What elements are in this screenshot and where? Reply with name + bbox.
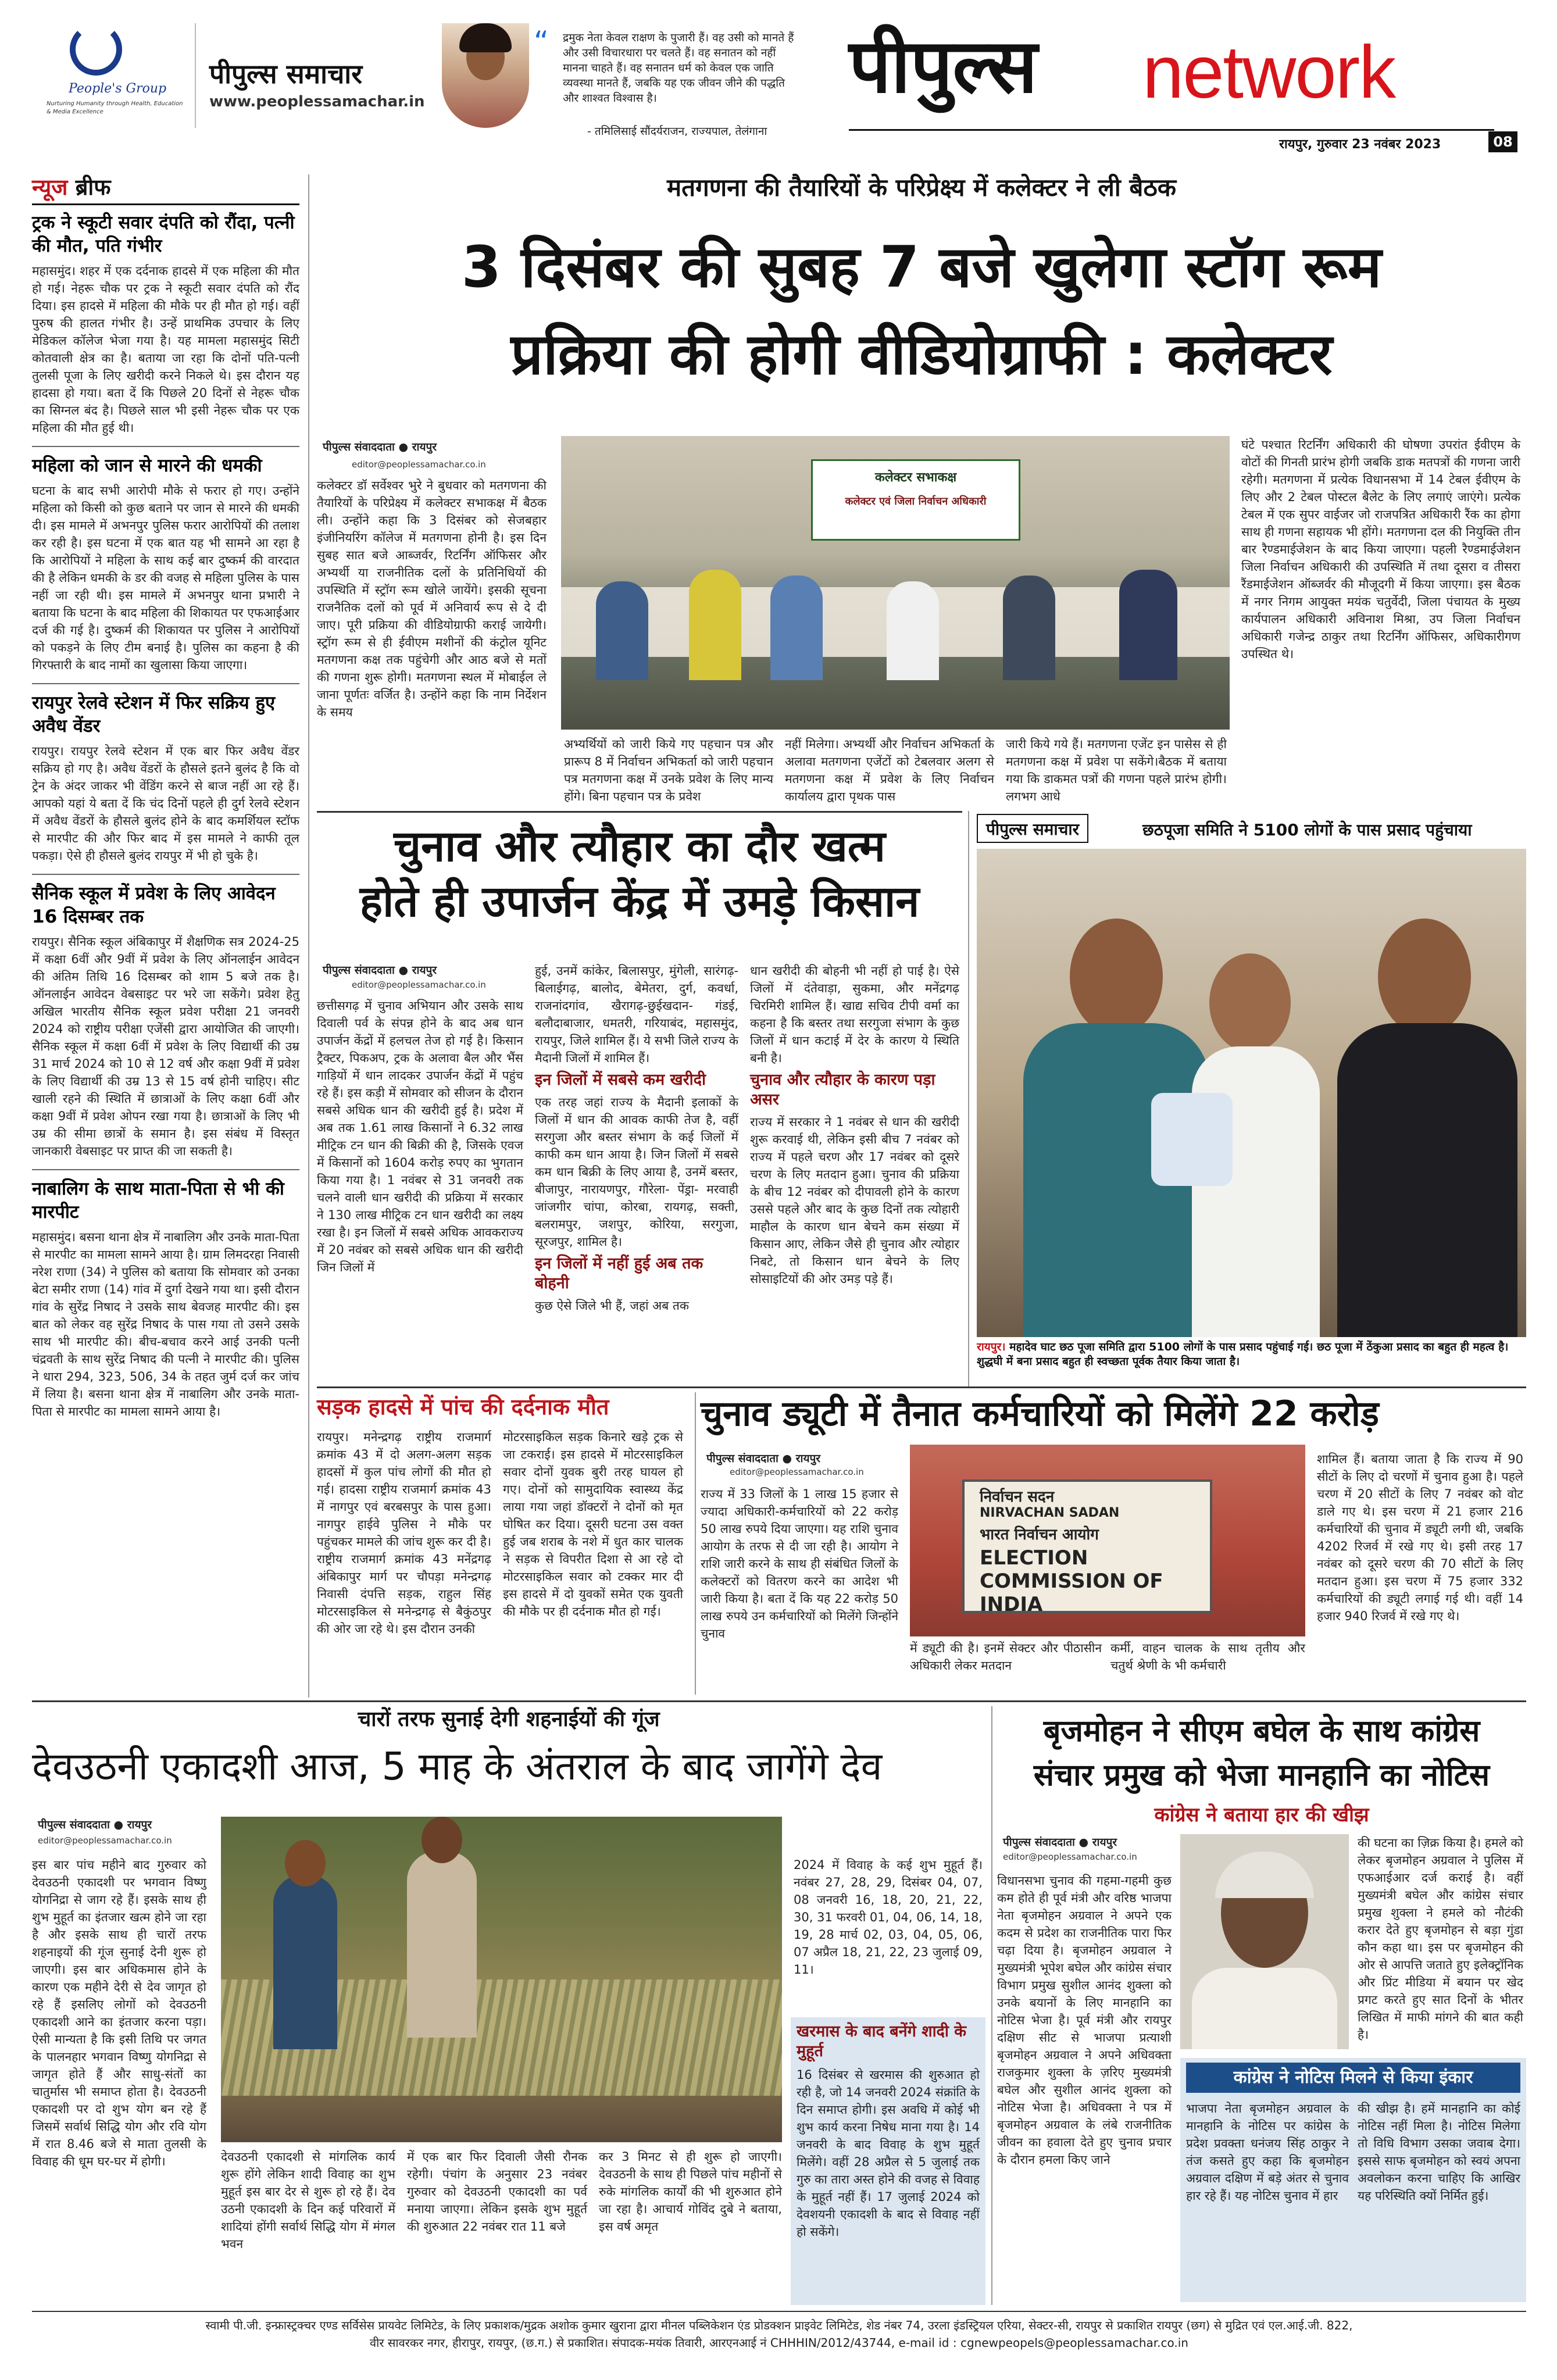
lead-col-3: नहीं मिलेगा। अभ्यर्थी और निर्वाचन अभिकर्ता के अलावा मतगणना एजेंटों को टेबलवार अलग से मतगणना कक्ष में प्रवेश के लिए निर्वाचन कार्यालय द्वारा पृथक पास [785,737,994,803]
brief-body: महासमुंद। शहर में एक दर्दनाक हादसे में एक महिला की मौत हो गई। नेहरू चौक पर ट्रक ने स्कूटी सवार दंपति को रौंद दिया। इस हादसे में महिला की मौके पर ही मौत हो गई। वहीं पुरुष की हालत गंभीर है। उन्हें प्राथमिक उपचार के लिए मेडिकल कॉलेज भेजा गया है। यह मामला महासमुंद सिटी कोतवाली क्षेत्र का है। बताया जा रहा कि दोनों पति-पत्नी तुलसी पूजा के लिए खरीदी करने निकले थे। इस दौरान यह हादसा हो गया। बता दें कि पिछले 20 दिनों से नेहरू चौक का सिग्नल बंद है। पिछले साल भी इसी नेहरू चौक पर एक महिला की मौत हुई थी। [32,264,299,435]
brief-item [32,882,299,1160]
notice-box-col-2: की खीझ है। हमें मानहानि का कोई नोटिस नहीं मिला है। नोटिस मिलेगा तो विधि विभाग उसका जवाब देगा। इससे साफ बृजमोहन को स्वयं अपना अवलोकन करना चाहिए कि आखिर यह परिस्थिति क्यों निर्मित हुई। [1358,2102,1520,2203]
brief-body: घटना के बाद सभी आरोपी मौके से फरार हो गए। उन्होंने महिला को किसी को कुछ बताने पर जान से मारने की धमकी दी। इस मामले में अभनपुर पुलिस फरार आरोपियों की तलाश कर रही है। इस घटना में एक बात यह भी सामने आ रहा है कि आरोपियों ने महिला के साथ कई बार दुष्कर्म की वारदात की है लेकिन धमकी के डर की वजह से महिला पुलिस के पास नहीं जा रही थी। इस मामले में अभनपुर थाना प्रभारी ने बताया कि घटना के बाद महिला की शिकायत पर एफआईआर दर्ज की गई है। दुष्कर्म की शिकायत पर पुलिस ने आरोपियों को पकड़ने के लिए टीम बनाई है। पुलिस का कहना है की गिरफ्तारी के बाद नामों का खुलासा किया जाएगा। [32,484,299,672]
masthead [0,0,1557,157]
brand-left: पीपुल्स [849,23,1038,110]
farmers-col-2 [535,962,738,1314]
page-number: 08 [1488,131,1517,152]
notice-byline: पीपुल्स संवाददाता ● रायपुर [1003,1836,1117,1849]
notice-subhead: कांग्रेस ने बताया हार की खीझ [1154,1803,1369,1827]
chhath-photo [977,849,1526,1337]
chhath-caption-label: रायपुर। [977,1341,1006,1353]
notice-headline-2: संचार प्रमुख को भेजा मानहानि का नोटिस [1033,1758,1490,1793]
chhath-story [977,814,1526,1384]
farmers-sub-2: इन जिलों में नहीं हुई अब तक बोहनी [535,1255,703,1292]
brief-title: सैनिक स्कूल में प्रवेश के लिए आवेदन 16 दिसम्बर तक [32,883,276,927]
website: www.peoplessamachar.in [209,93,425,110]
ekadashi-kicker: चारों तरफ सुनाई देगी शहनाईयों की गूंज [358,1707,660,1731]
brief-title: महिला को जान से मारने की धमकी [32,455,262,476]
brief-item [32,1177,299,1420]
lead-story [317,171,1526,817]
duty-headline: चुनाव ड्यूटी में तैनात कर्मचारियों को मिलेंगे 22 करोड़ [701,1393,1379,1434]
brief-title: रायपुर रेलवे स्टेशन में फिर सक्रिय हुए अवैध वेंडर [32,692,276,737]
ekadashi-box-title: खरमास के बाद बनेंगे शादी के मुहूर्त [797,2022,967,2060]
eci-sign-2: NIRVACHAN SADAN [980,1506,1120,1520]
duty-under-1: में ड्यूटी की है। इनमें सेक्टर और पीठासीन अधिकारी लेकर मतदान [910,1641,1102,1673]
lead-headline-1: 3 दिसंबर की सुबह 7 बजे खुलेगा स्टॉग रूम [461,234,1382,301]
chhath-caption-text: महादेव घाट छठ पूजा समिति द्वारा 5100 लोगों के पास प्रसाद पहुंचाई गई। छठ पूजा में ठेंकुआ प्रसाद का बहुत ही महत्व है। शुद्धघी में बना प्रसाद बहुत ही स्वच्छता पूर्वक तैयार किया जाता है। [977,1341,1509,1368]
governor-photo [442,23,529,128]
notice-box-col-1: भाजपा नेता बृजमोहन अग्रवाल के मानहानि के नोटिस पर कांग्रेस के प्रदेश प्रवक्ता धनंजय सिंह ठाकुर ने तंज कसते हुए कहा कि बृजमोहन अग्रवाल दक्षिण में बड़े अंतर से चुनाव हार रहे हैं। यह नोटिस चुनाव में हार [1186,2102,1349,2203]
lead-col-1: कलेक्टर डॉ सर्वेश्वर भुरे ने बुधवार को मतगणना की तैयारियों के परिप्रेक्ष्य में कलेक्टर सभाकक्ष में बैठक ली। उन्होंने कहा कि 3 दिसंबर को सेजबहार इंजीनियरिंग कॉलेज में मतगणना होनी है। इस दिन सुबह सात बजे आब्जर्वर, रिटर्निंग ऑफिसर और अभ्यर्थी या राजनीतिक दलों के प्रतिनिधियों की उपस्थिति में स्ट्रॉग रूम खोले जायेंगे। इसकी सूचना राजनैतिक दलों को पूर्व में अनिवार्य रूप से दे दी जाए। पूरी प्रक्रिया की वीडियोग्राफी कराई जायेगी। स्ट्रॉग रूम से ही ईवीएम मशीनों की कंट्रोल यूनिट मतगणना कक्ष तक पहुंचेगी और आठ बजे से मतों की गणना शुरू होगी। मतगणना स्थल में मोबाईल ले जाना पूर्णतः वर्जित है। उन्होंने कहा कि नाम निर्देशन के समय [317,478,547,719]
chhath-headline: छठपूजा समिति ने 5100 लोगों के पास प्रसाद पहुंचाया [1142,820,1472,839]
ekadashi-box [791,2017,985,2305]
farmers-col-2c: कुछ ऐसे जिले भी हैं, जहां अब तक [535,1299,689,1313]
farmers-col-3 [750,962,959,1288]
lead-kicker: मतगणना की तैयारियों के परिप्रेक्ष्य में कलेक्टर ने ली बैठक [667,173,1176,202]
brief-item [32,211,299,437]
duty-story [701,1392,1526,1695]
duty-under-2: कर्मी, वाहन चालक के साथ तृतीय और चतुर्थ श्रेणी के भी कर्मचारी [1110,1641,1305,1673]
brand-right: network [1142,31,1395,114]
farmers-headline-1: चुनाव और त्यौहार का दौर खत्म [394,821,885,871]
paper-name-logo: पीपुल्स समाचार [209,58,363,90]
ekadashi-email: editor@peoplessamachar.co.in [38,1835,172,1846]
notice-story [997,1706,1526,2311]
notice-headline-1: बृजमोहन ने सीएम बघेल के साथ कांग्रेस [1043,1714,1480,1749]
duty-byline: पीपुल्स संवाददाता ● रायपुर [706,1452,821,1465]
brief-body: रायपुर। रायपुर रेलवे स्टेशन में एक बार फिर अवैध वेंडर सक्रिय हो गए है। अवैध वेंडरों के हौसले इतने बुलंद है कि वो ट्रेन के अंदर जाकर भी वेंडिंग करने से बाज नहीं आ रहे हैं। आपको यहां ये बता दें कि चंद दिनों पहले ही दुर्ग रेलवे स्टेशन में अवैध वेंडरों के हौसले बुलंद होने के बाद कमर्शियल स्टॉफ से मारपीट की और फिर बाद में इस मामले ने काफी तूल पकड़ा। ऐसे ही हौसले बुलंद रायपुर में भी हो चुके है। [32,744,299,863]
duty-col-1: राज्य में 33 जिलों के 1 लाख 15 हजार से ज्यादा अधिकारी-कर्मचारियों को 22 करोड़ 50 लाख रुपये दिया जाएगा। यह राशि चुनाव आयोग के तरफ से दी जा रही है। आयोग ने राशि जारी करने के साथ ही संबंधित जिलों के कलेक्टरों को वितरण करने का आदेश भी जारी किया है। बता दें कि यह 22 करोड़ 50 लाख रुपये उन कर्मचारियों को मिलेंगे जिन्होंने चुनाव [701,1487,898,1641]
lead-col-2: अभ्यर्थियों को जारी किये गए पहचान पत्र और प्रारूप 8 में निर्वाचन अभिकर्ता को जारी पहचान पत्र मतगणना कक्ष में उनके प्रवेश के लिए मान्य होंगे। बिना पहचान पत्र के प्रवेश [564,737,773,803]
eci-sign-1: निर्वाचन सदन [980,1488,1055,1506]
brief-title: नाबालिग के साथ माता-पिता से भी की मारपीट [32,1178,284,1223]
farmers-col-3b: राज्य में सरकार ने 1 नवंबर से धान की खरीदी शुरू करवाई थी, लेकिन इसी बीच 7 नवंबर को राज्य में पहले चरण और 17 नवंबर को दूसरे चरण के लिए मतदान हुआ। चुनाव की प्रक्रिया के बीच 12 नवंबर को दीपावली होने के कारण उससे पहले और बाद के कुछ दिनों तक त्योहारी माहौल के कारण धान बेचने कम संख्या में किसान आए, लेकिन जैसे ही चुनाव और त्योहार निबटे, तो किसान धान बेचने के लिए सोसाइटियों की ओर उमड़ पड़े हैं। [750,1115,959,1286]
farmers-col-2a: हुई, उनमें कांकेर, बिलासपुर, मुंगेली, सारंगढ़-बिलाईगढ़, बालोद, बेमेतरा, दुर्ग, कवर्धा, राजनांदगांव, खैरागढ़-छुईखदान- गंडई, बलौदाबाजार, धमतरी, गरियाबंद, महासमुंद, रायपुर, जिले शामिल हैं। ये सभी जिले राज्य के मैदानी जिलों में शामिल हैं। [535,964,738,1065]
notice-email: editor@peoplessamachar.co.in [1003,1852,1137,1862]
eci-sign-4: ELECTION COMMISSION OF INDIA [980,1546,1163,1616]
brief-body: रायपुर। सैनिक स्कूल अंबिकापुर में शैक्षणिक सत्र 2024-25 में कक्षा 6वीं और 9वीं में प्रवेश के लिए ऑनलाईन आवेदन की अंतिम तिथि 16 दिसम्बर को शाम 5 बजे तक है। ऑनलाईन आवेदन वेबसाइट पर भरे जा सकेंगे। प्रवेश हेतु अखिल भारतीय सैनिक स्कूल प्रवेश परीक्षा 21 जनवरी 2024 को राष्ट्रीय परीक्षा एजेंसी द्वारा आयोजित की जाएगी। सैनिक स्कूल में कक्षा 6वीं में प्रवेश के लिए विद्यार्थी की उम्र 31 मार्च 2024 को 10 से 12 वर्ष और कक्षा 9वीं में प्रवेश के लिए विद्यार्थी की उम्र 13 से 15 वर्ष होनी चाहिए। सीट खाली रहने की स्थिति में छात्राओं के लिए कक्षा 6वीं और कक्षा 9वीं में प्रवेश ओपन रखा गया है। छात्राओं के लिए भी उम्र की सीमा छात्रों के समान है। इस संबंध में विस्तृत जानकारी वेबसाइट पर प्राप्त की जा सकती है। [32,935,299,1158]
photo-banner-1: कलेक्टर सभाकक्ष [874,470,957,485]
masthead-quote: द्रमुक नेता केवल राक्षण के पुजारी हैं। वह उसी को मानते हैं और उसी विचारधारा पर चलते हैं। वह सनातन को नहीं मानना चाहते हैं। वह सनातन धर्म को केवल एक जाति व्यवस्था मानते हैं, जबकि यह एक जीवन जीने की पद्धति और शाश्वत विश्वास है। [563,31,794,105]
ekadashi-col-3a: 2024 में विवाह के कई शुभ मुहूर्त हैं। नवंबर 27, 28, 29, दिसंबर 04, 07, 08 जनवरी 16, 18, 20, 21, 22, 30, 31 फरवरी 01, 04, 06, 14, 18, 19, 28 मार्च 02, 03, 04, 05, 06, 07 अप्रैल 18, 21, 22, 23 जुलाई 09, 11। [794,1858,983,1977]
lead-email: editor@peoplessamachar.co.in [352,459,486,470]
farmers-col-2b: एक तरह जहां राज्य के मैदानी इलाकों के जिलों में धान की आवक काफी तेज है, वहीं सरगुजा और बस्तर संभाग के कई जिलों में काफी कम धान आया है। जिन जिलों में सबसे कम धान बिक्री के लिए आया है, उनमें बस्तर, बीजापुर, नारायणपुर, गौरेला- पेंड्रा- मरवाही जांजगीर चांपा, कोरबा, रायगढ़, सक्ती, बलरामपुर, जशपुर, कोरिया, सरगुजा, सूरजपुर, शामिल है। [535,1095,738,1249]
farmers-sub-1: इन जिलों में सबसे कम खरीदी [535,1071,706,1089]
chhath-paper-tag: पीपुल्स समाचार [977,814,1088,843]
accident-col-1: रायपुर। मनेन्द्रगढ़ राष्ट्रीय राजमार्ग क्रमांक 43 में दो अलग-अलग सड़क हादसों में कुल पांच लोगों की मौत हो गई। हादसा राष्ट्रीय राजमार्ग क्रमांक 43 में नागपुर एवं बरबसपुर के पास हुआ। नागपुर हाईवे पुलिस ने मौके पर पहुंचकर मामले की जांच शुरू कर दी है। राष्ट्रीय राजमार्ग क्रमांक 43 मनेंद्रगढ़ अंबिकापुर मार्ग पर चौपड़ा मनेन्द्रगढ़ निवासी दंपत्ति सड़क, राहुल सिंह मोटरसाइकिल से मनेन्द्रगढ़ से बैकुंठपुर की ओर जा रहे थे। इस दौरान उनकी [317,1430,491,1636]
meeting-photo [561,436,1230,730]
imprint-line-2: वीर सावरकर नगर, हीरापुर, रायपुर, (छ.ग.) से प्रकाशित। संपादक-मयंक तिवारी, आरएनआई नं CHHHIN/2012/43744, e-mail id : cgnewpeopels@peoplessamachar.co.in [370,2336,1188,2350]
dateline: रायपुर, गुरुवार 23 नवंबर 2023 [1279,137,1441,152]
group-tagline: Nurturing Humanity through Health, Education & Media Excellence [47,101,183,115]
notice-box [1180,2058,1526,2302]
accident-headline: सड़क हादसे में पांच की दर्दनाक मौत [317,1394,609,1420]
group-name: People's Group [69,81,167,96]
brief-body: महासमुंद। बसना थाना क्षेत्र में नाबालिग और उनके माता-पिता से मारपीट का मामला सामने आया है। ग्राम लिमदरहा निवासी नरेश राणा (34) ने पुलिस को बताया कि सोमवार को उनका बेटा समीर राणा (14) गांव में दुर्गा देखने गया था। इसी दौरान गांव के सुरेंद्र निषाद ने उसके साथ बेवजह मारपीट की। इस बात को लेकर वह सुरेंद्र निषाद के पास गया तो उसने उसके साथ भी मारपीट की। बीच-बचाव करने आई उनकी पत्नी चंद्रवती के साथ सुरेंद्र निषाद की पत्नी ने मारपीट की। पुलिस ने धारा 294, 323, 506, 34 के तहत जुर्म दर्ज कर जांच में लिया है। बसना थाना क्षेत्र में नाबालिग और उनके माता-पिता से मारपीट का मामला सामने आया है। [32,1230,299,1418]
ekadashi-under-1: देवउठनी एकादशी से मांगलिक कार्य शुरू होंगे लेकिन शादी विवाह का शुभ मुहूर्त इस बार देर से शुरू हो रहे हैं। देव उठनी एकादशी के दिन कई परिवारों में शादियां होंगी सर्वार्थ सिद्धि योग में मंगल भवन [221,2150,395,2251]
news-brief-label-a: न्यूज [32,174,68,200]
lead-col-4: जारी किये गये हैं। मतगणना एजेंट इन पासेस से ही मतगणना कक्ष में प्रवेश पा सकेंगे।बैठक में बताया गया कि डाकमत पत्रों की गणना पहले प्रारंभ होगी। लगभग आधे [1006,737,1227,803]
imprint-footer [32,2317,1526,2352]
farmers-sub-3: चुनाव और त्यौहार के कारण पड़ा असर [750,1071,935,1109]
brief-item [32,691,299,864]
eci-photo [910,1445,1305,1636]
brijmohan-photo [1180,1834,1349,2049]
lead-byline: पीपुल्स संवाददाता ● रायपुर [323,441,437,453]
duty-col-3: शामिल हैं। बताया जाता है कि राज्य में 90 सीटों के लिए दो चरणों में चुनाव हुआ है। पहले चरण में 20 सीटों के लिए 7 नवंबर को वोट डाले गए थे। इस चरण में 21 हजार 216 कर्मचारियों की चुनाव में ड्यूटी लगी थी, जबकि 4202 रिजर्व में रखे गए थे। इसी तरह 17 नवंबर को दूसरे चरण की 70 सीटों के लिए मतदान हुआ। इस चरण में 75 हजार 332 कर्मचारियों की ड्यूटी लगाई गई थी। वहीं 14 हजार 940 रिजर्व में रखे गए थे। [1317,1452,1523,1623]
farmers-col-3a: धान खरीदी की बोहनी भी नहीं हो पाई है। ऐसे जिलों में दंतेवाड़ा, सुकमा, और मनेंद्रगढ़ चिरमिरी शामिल हैं। खाद्य सचिव टीपी वर्मा का कहना है कि बस्तर तथा सरगुजा संभाग के कुछ जिलों में धान कटाई में देर के कारण ये स्थिति बनी है। [750,964,959,1065]
farmers-email: editor@peoplessamachar.co.in [352,980,486,990]
notice-col-1: विधानसभा चुनाव की गहमा-गहमी कुछ कम होते ही पूर्व मंत्री और वरिष्ठ भाजपा नेता बृजमोहन अग्रवाल ने अपने एक कदम से प्रदेश का राजनीतिक पारा फिर चढ़ा दिया है। बृजमोहन अग्रवाल ने मुख्यमंत्री भूपेश बघेल और कांग्रेस संचार विभाग प्रमुख सुशील आनंद शुक्ला को उनके बयानों के लिए मानहानि का नोटिस भेजा है। पूर्व मंत्री और रायपुर दक्षिण सीट से भाजपा प्रत्याशी बृजमोहन अग्रवाल ने अपने अधिवक्ता राजकुमार शुक्ला के ज़रिए मुख्यमंत्री बघेल और सुशील आनंद शुक्ला को नोटिस भेजा है। अधिवक्ता ने पत्र में बृजमोहन अग्रवाल के लंबे राजनीतिक जीवन का हवाला देते हुए चुनाव प्रचार के दौरान हमला किए जाने [997,1874,1172,2167]
peoples-group-logo [70,23,122,76]
accident-col-2: मोटरसाइकिल सड़क किनारे खड़े ट्रक से जा टकराई। इस हादसे में मोटरसाइकिल सवार दोनों युवक बुरी तरह घायल हो गए। दोनों को सामुदायिक स्वास्थ्य केंद्र लाया गया जहां डॉक्टरों ने दोनों को मृत घोषित कर दिया। दूसरी घटना उस वक्त हुई जब शराब के नशे में धुत कार चालक ने सड़क से विपरीत दिशा से आ रहे दो मोटरसाइकिल सवार को टक्कर मार दी इस हादसे में दो युवकों समेत एक युवती की मौके पर ही दर्दनाक मौत हो गई। [503,1430,683,1618]
ekadashi-headline: देवउठनी एकादशी आज, 5 माह के अंतराल के बाद जागेंगे देव [32,1744,883,1789]
ekadashi-under-2: में एक बार फिर दिवाली जैसी रौनक रहेगी। पंचांग के अनुसार 23 नवंबर गुरुवार को देवउठनी एकादशी का पर्व मनाया जाएगा। लेकिन इसके शुभ मुहूर्त की शुरुआत 22 नवंबर रात 11 बजे [407,2150,587,2234]
brief-title: ट्रक ने स्कूटी सवार दंपति को रौंदा, पत्नी की मौत, पति गंभीर [32,212,295,256]
lead-headline-2: प्रक्रिया की होगी वीडियोग्राफी : कलेक्टर [510,321,1333,388]
ekadashi-box-body: 16 दिसंबर से खरमास की शुरुआत हो रही है, जो 14 जनवरी 2024 संक्रांति के दिन समाप्त होगी। इस अवधि में कोई भी शुभ कार्य करना निषेध माना गया है। 14 जनवरी के बाद विवाह के शुभ मुहूर्त मिलेंगे। वहीं 28 अप्रैल से 5 जुलाई तक गुरु का तारा अस्त होने की वजह से विवाह के मुहूर्त नहीं हैं। 17 जुलाई 2024 को देवशयनी एकादशी के बाद से विवाह नहीं हो सकेंगे। [797,2068,980,2239]
accident-story [317,1392,689,1695]
ekadashi-under-3: कर 3 मिनट से ही शुरू हो जाएगी। देवउठनी के साथ ही पिछले पांच महीनों से रुके मांगलिक कार्यों की भी शुरुआत होने जा रहा है। आचार्य गोविंद दुबे ने बताया, इस वर्ष अमृत [599,2150,782,2234]
duty-email: editor@peoplessamachar.co.in [730,1467,864,1477]
news-brief-label [32,174,299,200]
notice-box-title: कांग्रेस ने नोटिस मिलने से किया इंकार [1186,2063,1520,2093]
farmers-byline: पीपुल्स संवाददाता ● रायपुर [323,964,437,977]
ekadashi-col-1: इस बार पांच महीने बाद गुरुवार को देवउठनी एकादशी पर भगवान विष्णु योगनिद्रा से जाग रहे हैं। इसके साथ ही शुभ मुहूर्त का इंतजार खत्म होने जा रहा है और इसके साथ ही चारों तरफ शहनाइयों की गूंज सुनाई देनी शुरू हो जाएगी। इस बार अधिकमास होने के कारण एक महीने देरी से देव जागृत हो रहे हैं इसलिए लोगों को देवउठनी एकादशी आने का इंतजार करना पड़ा। ऐसी मान्यता है कि इसी तिथि पर जगत के पालनहार भगवान विष्णु योगनिद्रा से जागृत होते हैं और साधु-संतों का चातुर्मास भी समाप्त होता है। देवउठनी एकादशी पर दो शुभ योग बन रहे हैं जिसमें सर्वार्थ सिद्धि योग और रवि योग में रात 8.46 बजे से माता तुलसी के विवाह की धूम घर-घर में होगी। [32,1858,206,2168]
quote-mark-icon: “ [534,25,549,59]
farmers-story [317,817,962,1386]
eci-sign-3: भारत निर्वाचन आयोग [980,1526,1099,1543]
farmers-headline-2: होते ही उपार्जन केंद्र में उमड़े किसान [359,877,920,927]
ekadashi-byline: पीपुल्स संवाददाता ● रायपुर [38,1818,152,1831]
lead-col-5: घंटे पश्चात रिटर्निंग अधिकारी की घोषणा उपरांत ईवीएम के वोटों की गिनती प्रारंभ होगी जबकि डाक मतपत्रों की गणना जारी रहेगी। मतगणना में प्रत्येक विधानसभा में 14 टेबल ईवीएम के लिए और 2 टेबल पोस्टल बैलेट के लिए लगाएं जाएंगे। प्रत्येक टेबल में एक सुपर वाईजर जो राजपत्रित अधिकारी रैंक का होगा साथ ही गणना सहायक भी होंगे। मतगणना दल की नियुक्ति तीन बार रैण्डमाईजेशन के बाद किया जाएगा। पहली रैण्डमाईजेशन जिला निर्वाचन अधिकारी की उपस्थिति में तथा दूसरा व तीसरा रैंडमाईजेशन ऑब्जर्वर की मौजूदगी में किया जाएगा। इस बैठक में नगर निगम आयुक्त मयंक चतुर्वेदी, जिला पंचायत के मुख्य कार्यपालन अधिकारी अविनाश मिश्रा, उप जिला निर्वाचन अधिकारी गजेन्द्र ठाकुर तथा रिटर्निंग ऑफिसर, अधिकारीगण उपस्थित थे। [1241,438,1520,661]
quote-attribution: - तमिलिसाई सौंदर्यराजन, राज्यपाल, तेलंगाना [587,125,767,138]
farmers-col-1: छत्तीसगढ़ में चुनाव अभियान और उसके साथ दिवाली पर्व के संपन्न होने के बाद अब धान उपार्जन केंद्रों में हलचल तेज हो गई है। किसान ट्रैक्टर, पिकअप, ट्रक के अलावा बैल और भैंस गाड़ियों में धान लादकर उपार्जन केंद्रों में पहुंच रहे हैं। इस कड़ी में सोमवार को सीजन के दौरान सबसे अधिक धान की खरीदी हुई है। प्रदेश में अब तक 1.61 लाख किसानों ने 6.32 लाख मीट्रिक टन धान की बिक्री की है, जिसके एवज में किसानों को 1604 करोड़ रुपए का भुगतान किया गया है। 1 नवंबर से 31 जनवरी तक चलने वाली धान खरीदी की प्रक्रिया में सरकार ने 130 लाख मीट्रिक टन धान खरीदी का लक्ष्य रखा है। इन जिलों में सबसे अधिक आवकराज्य में 20 नवंबर को सबसे अधिक धान की खरीदी जिन जिलों में [317,999,523,1274]
ekadashi-story [32,1706,985,2311]
brief-item [32,454,299,674]
sugarcane-market-photo [221,1817,782,2142]
chhath-caption [977,1340,1526,1369]
photo-banner-2: कलेक्टर एवं जिला निर्वाचन अधिकारी [845,495,987,508]
notice-col-2: की घटना का ज़िक्र किया है। हमले को लेकर बृजमोहन अग्रवाल ने पुलिस में एफआईआर दर्ज कराई है। वहीं मुख्यमंत्री बघेल और कांग्रेस संचार प्रमुख शुक्ला ने हमले को नौटंकी करार देते हुए बृजमोहन से बड़ा गुंडा कौन कहा था। इस पर बृजमोहन की ओर से आपत्ति जताते हुए इलेक्ट्रॉनिक और प्रिंट मीडिया में बयान पर खेद प्रगट करते हुए सात दिनों के भीतर लिखित में माफी मांगने की बात कही है। [1358,1836,1523,2042]
imprint-line-1: स्वामी पी.जी. इन्फ्रास्ट्रक्चर एण्ड सर्विसेस प्रायवेट लिमिटेड, के लिए प्रकाशक/मुद्रक अशोक कुमार खुराना द्वारा मीनल पब्लिकेशन एंड प्रोडक्शन प्राइवेट लिमिटेड, शेड नंबर 74, उरला इंडस्ट्रियल एरिया, सेक्टर-सी, रायपुर से प्रकाशित रायपुर (छग) से मुद्रित एवं एल.आई.जी. 822, [205,2318,1353,2332]
news-brief-label-b: ब्रीफ [75,174,111,200]
